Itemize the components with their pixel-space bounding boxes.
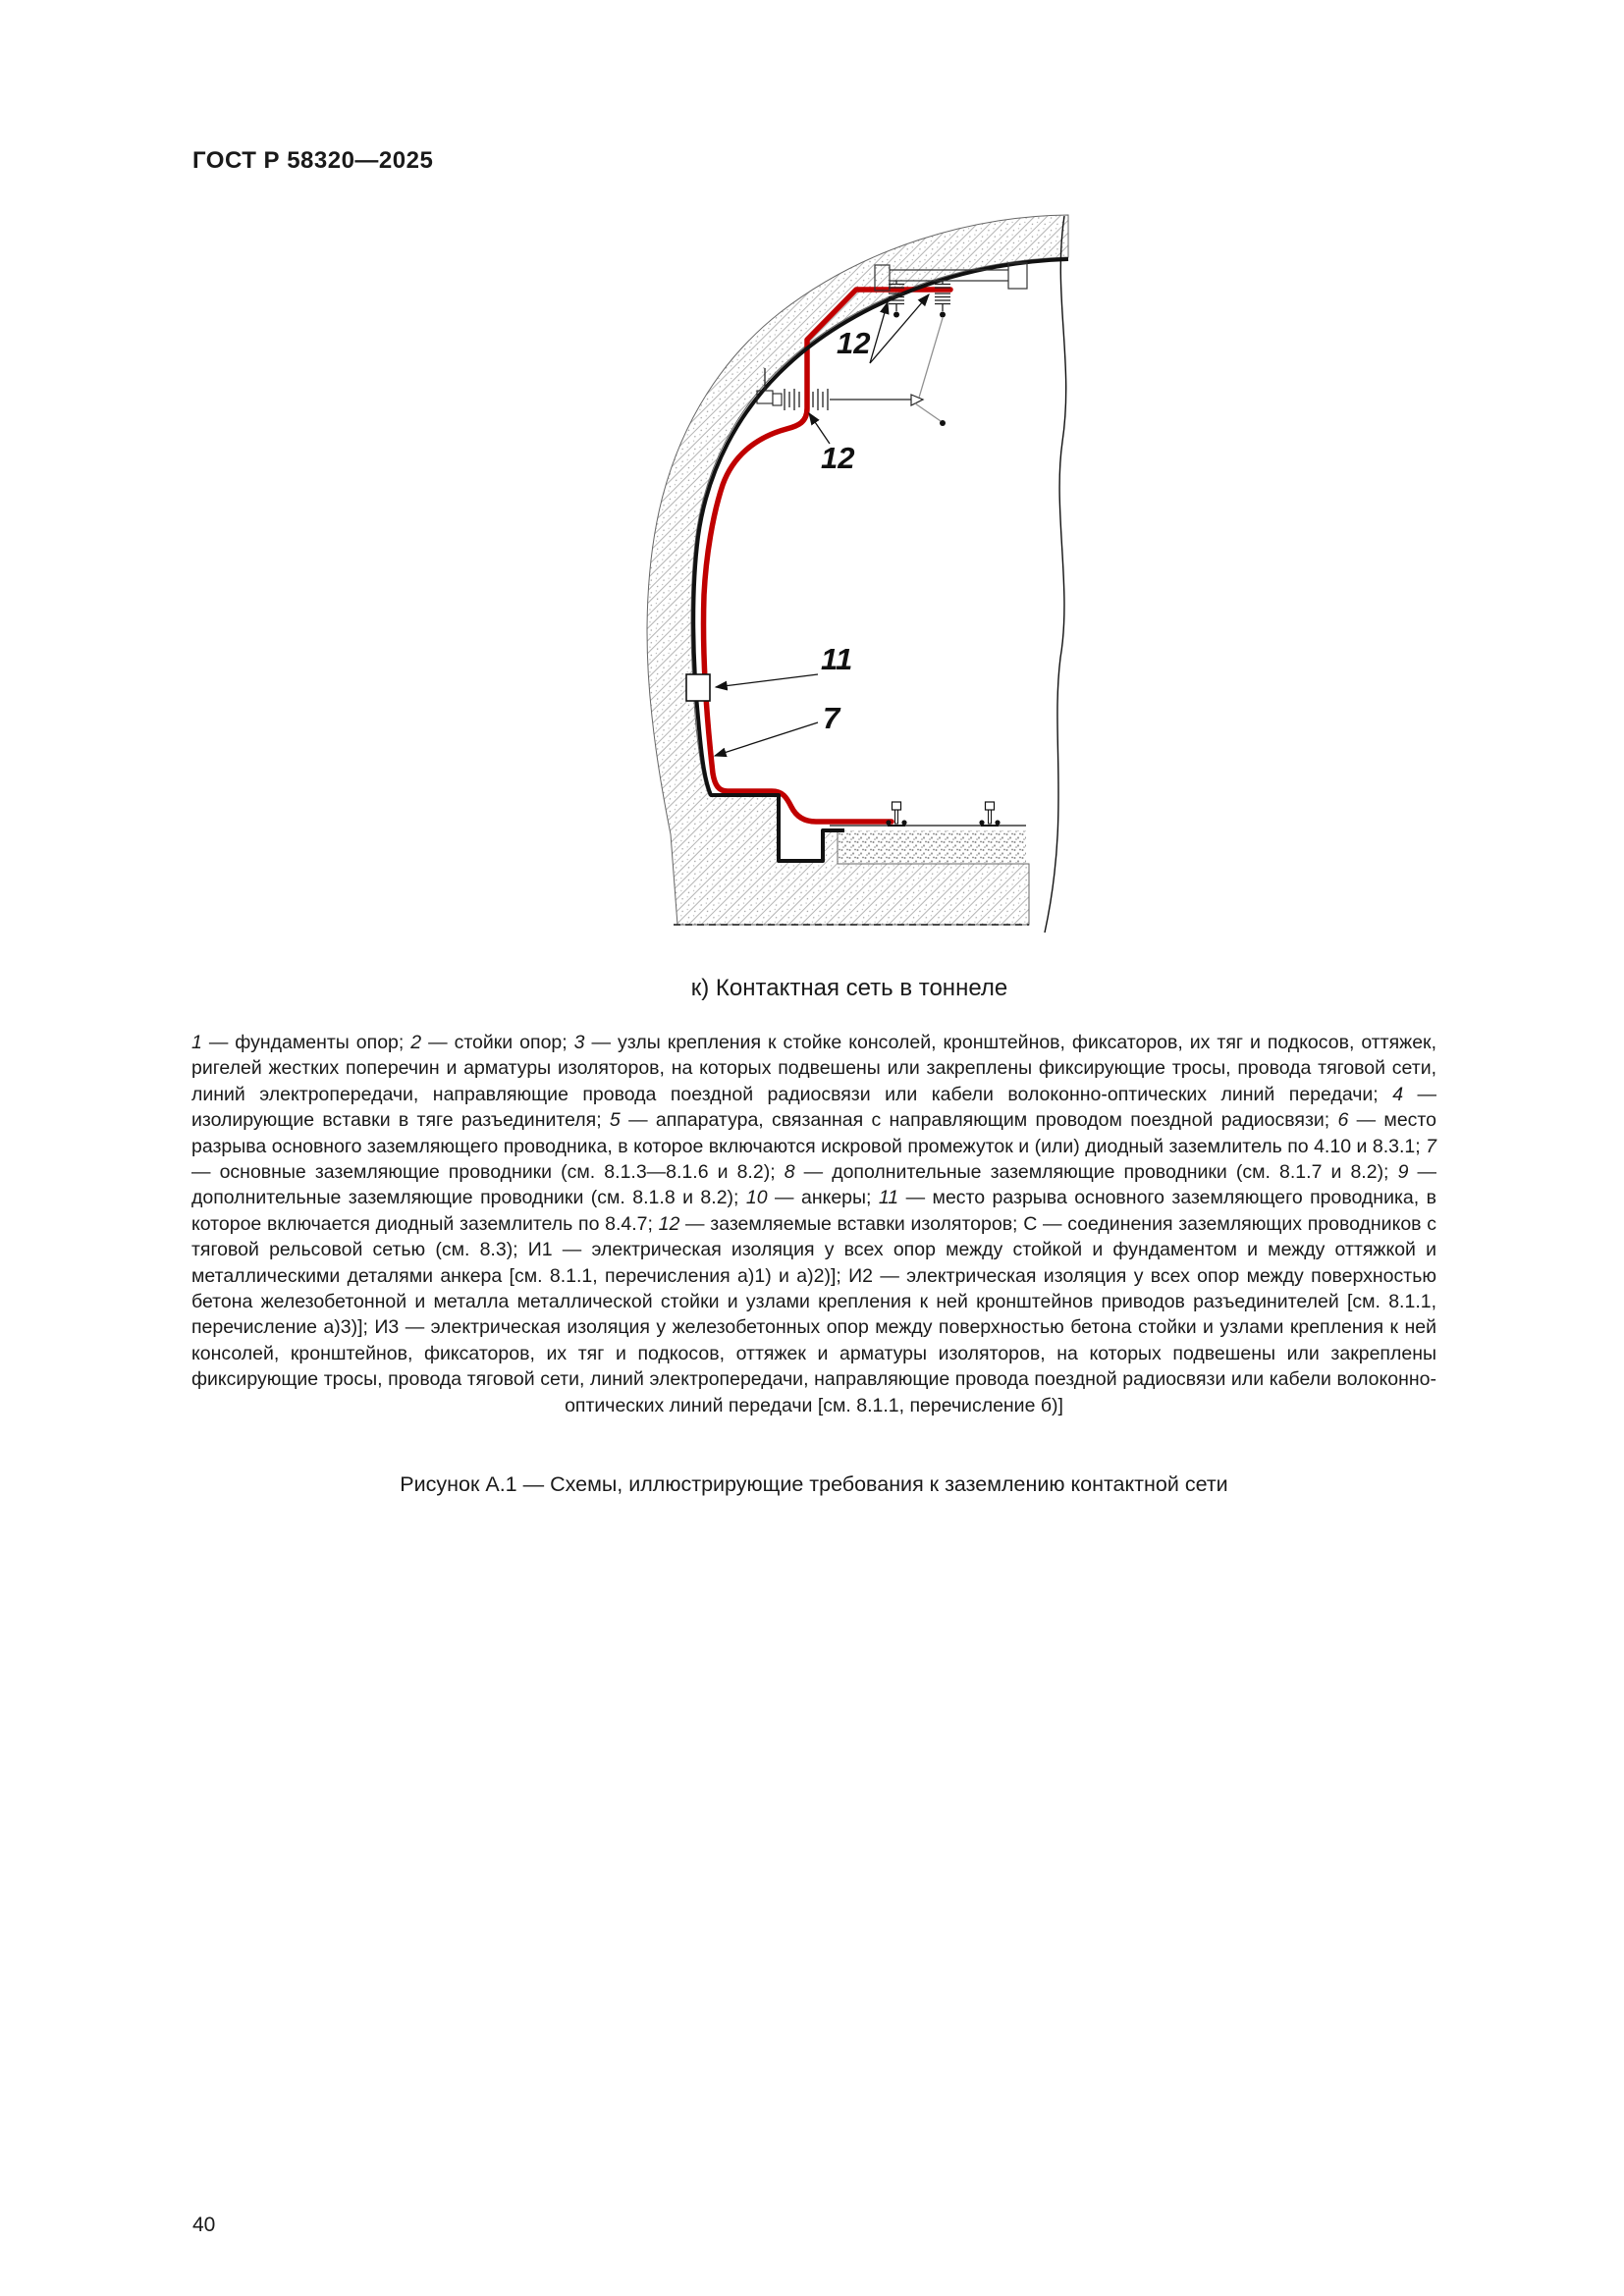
callout-12-rod: [809, 413, 854, 475]
callout-12-top-label: 12: [837, 326, 871, 360]
figure-k-tunnel-diagram: [628, 209, 1072, 967]
figure-caption: Рисунок А.1 — Схемы, иллюстрирующие требования к заземлению контактной сети: [400, 1472, 1228, 1496]
ballast-bed: [838, 830, 1026, 863]
tunnel-wall-section: [647, 215, 1068, 925]
callout-7-label: 7: [823, 701, 840, 735]
hanger-insulator-right: [935, 281, 950, 318]
figure-legend: 1 — фундаменты опор; 2 — стойки опор; 3 — узлы крепления к стойке консолей, кронштейнов, фиксаторов, их тяг и подкосов, оттяжек, ригелей жестких поперечин и арматуры изоляторов, на которых подвешены или закреплены фиксирующие тросы, провода тяговой сети, линий электропередачи, направляющие провода поездной радиосвязи или кабели волоконно-оптических линий передачи; 4 — изолирующие вставки в тяге разъединителя; 5 — аппаратура, связанная с направляющим проводом поездной радиосвязи; 6 — место разрыва основного заземляющего проводника, в которое включаются искровой промежуток и (или) диодный заземлитель по 4.10 и 8.3.1; 7 — основные заземляющие проводники (см. 8.1.3—8.1.6 и 8.2); 8 — дополнительные заземляющие проводники (см. 8.1.7 и 8.2); 9 — дополнительные заземляющие проводники (см. 8.1.8 и 8.2); 10 — анкеры; 11 — место разрыва основного заземляющего проводника, в которое включается диодный заземлитель по 8.4.7; 12 — заземляемые вставки изоляторов; С — соединения заземляющих проводников с тяговой рельсовой сетью (см. 8.3); И1 — электрическая изоляция у всех опор между стойкой и фундаментом и между оттяжкой и металлическими деталями анкера [см. 8.1.1, перечисления а)1) и а)2)]; И2 — электрическая изоляция у всех опор между поверхностью бетона железобетонной и металла металлической стойки и узлами крепления к ней кронштейнов приводов разъединителей [см. 8.1.1, перечисление а)3)]; И3 — электрическая изоляция у железобетонных опор между поверхностью бетона стойки и узлами крепления к ней консолей, кронштейнов, фиксаторов, их тяг и подкосов, оттяжек и арматуры изоляторов, на которых подвешены или закреплены фиксирующие тросы, провода тяговой сети, линий электропередачи, направляющие провода поездной радиосвязи или кабели волоконно-оптических линий передачи [см. 8.1.1, перечисление б)]: [191, 1032, 1437, 1416]
figure-subcaption: к) Контактная сеть в тоннеле: [690, 975, 1008, 1001]
callout-11: [716, 642, 852, 687]
page-header: ГОСТ Р 58320—2025: [192, 147, 434, 174]
callout-7: [715, 701, 841, 756]
rail-left: [886, 802, 906, 826]
callout-11-label: 11: [821, 642, 853, 676]
rail-right: [979, 802, 1000, 826]
callout-12-rod-label: 12: [821, 441, 855, 475]
diode-earth-break-box: [686, 674, 710, 701]
view-break-wavy-edge: [1045, 216, 1066, 933]
page-number: 40: [192, 2214, 216, 2236]
